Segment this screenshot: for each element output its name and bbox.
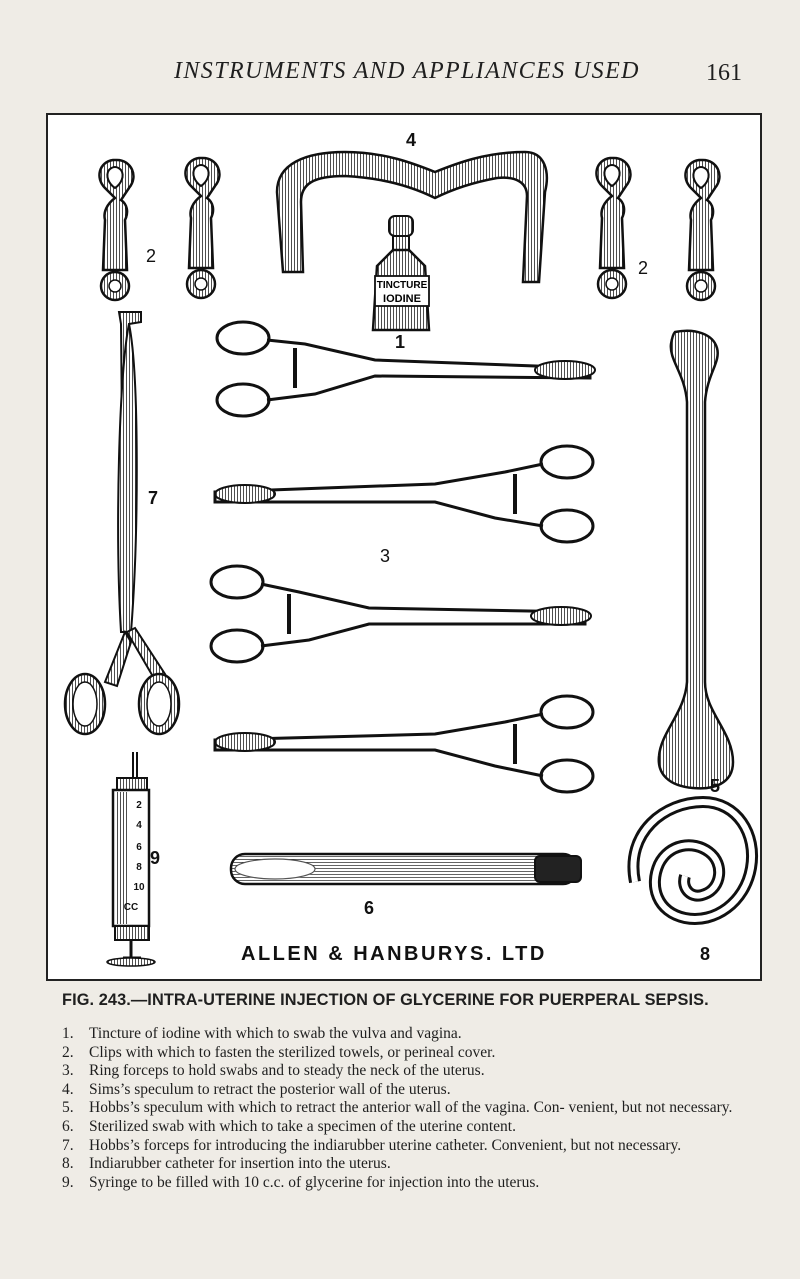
instrument-illustration <box>45 112 763 982</box>
callout-clips-left: 2 <box>145 246 157 266</box>
legend-item: 8. Indiarubber catheter for insertion into the uterus. <box>62 1155 391 1173</box>
legend-item: 4. Sims’s speculum to retract the posterior wall of the uterus. <box>62 1080 451 1098</box>
instrument-plate <box>45 112 763 982</box>
callout-sims: 4 <box>405 130 417 150</box>
sterilized-swab <box>231 854 581 884</box>
syringe-scale-2: 2 <box>136 800 142 811</box>
figure-legend <box>62 1025 774 1192</box>
syringe-scale-4: 4 <box>136 820 142 831</box>
callout-catheter: 8 <box>699 944 711 964</box>
callout-swab: 6 <box>363 898 375 918</box>
callout-hobbs-speculum: 5 <box>709 776 721 796</box>
legend-item: 7. Hobbs’s forceps for introducing the indiarubber uterine catheter. Convenient, but not necessary. <box>62 1136 682 1154</box>
legend-item: 1. Tincture of iodine with which to swab the vulva and vagina. <box>62 1025 462 1042</box>
maker-imprint: ALLEN & HANBURYS. LTD <box>241 943 547 965</box>
figure-caption: FIG. 243.—INTRA-UTERINE INJECTION OF GLYCERINE FOR PUERPERAL SEPSIS. <box>62 990 709 1009</box>
legend-item: 3. Ring forceps to hold swabs and to steady the neck of the uterus. <box>62 1062 485 1080</box>
legend-item: 5. Hobbs’s speculum with which to retract the anterior wall of the vagina. Con- venient, but not necessary. <box>62 1099 733 1117</box>
page-number: 161 <box>706 60 742 86</box>
legend-item: 2. Clips with which to fasten the sterilized towels, or perineal cover. <box>62 1043 496 1061</box>
callout-ring-forceps: 3 <box>379 546 391 566</box>
bottle-label-line1: TINCTURE <box>376 280 428 291</box>
syringe-scale-10: 10 <box>133 882 145 893</box>
legend-item: 9. Syringe to be filled with 10 c.c. of glycerine for injection into the uterus. <box>62 1173 540 1191</box>
running-title: INSTRUMENTS AND APPLIANCES USED <box>174 58 640 84</box>
legend-item: 6. Sterilized swab with which to take a specimen of the uterine content. <box>62 1117 516 1135</box>
running-head <box>0 58 800 98</box>
callout-clips-right: 2 <box>637 258 649 278</box>
syringe-scale-6: 6 <box>136 842 142 853</box>
callout-syringe: 9 <box>149 848 161 868</box>
syringe-scale-cc: CC <box>123 902 139 913</box>
syringe-scale-8: 8 <box>136 862 142 873</box>
callout-hobbs-forceps: 7 <box>147 488 159 508</box>
callout-tincture: 1 <box>394 332 406 352</box>
bottle-label-line2: IODINE <box>383 293 421 305</box>
